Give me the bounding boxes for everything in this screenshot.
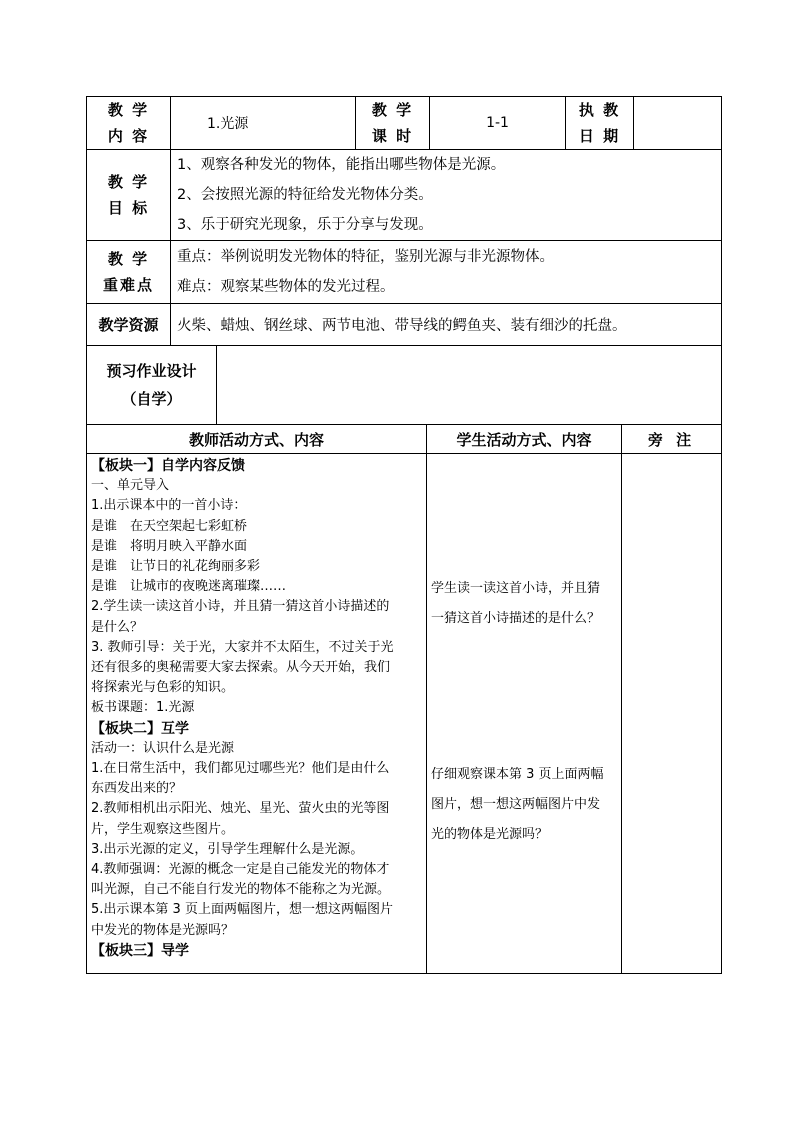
section-heading: 【板块三】导学 xyxy=(91,942,189,959)
teacher-column-header: 教师活动方式、内容 xyxy=(87,425,427,454)
teacher-line: 3. 教师引导：关于光，大家并不太陌生，不过关于光 xyxy=(91,639,394,655)
teacher-line: 是谁 将明月映入平静水面 xyxy=(91,538,248,554)
preview-table xyxy=(86,345,722,425)
teacher-line: 2.学生读一读这首小诗，并且猜一猜这首小诗描述的 xyxy=(91,599,390,615)
resources-value: 火柴、蜡烛、钢丝球、两节电池、带导线的鳄鱼夹、装有细沙的托盘。 xyxy=(171,304,722,346)
goal-item: 1、观察各种发光的物体，能指出哪些物体是光源。 xyxy=(177,157,506,173)
teacher-line: 1.在日常生活中，我们都见过哪些光？他们是由什么 xyxy=(91,761,390,777)
resources-label: 教学资源 xyxy=(87,304,171,346)
date-value xyxy=(634,97,722,150)
difficulty-point: 难点：观察某些物体的发光过程。 xyxy=(177,279,395,295)
activity-table xyxy=(86,424,722,974)
key-points-row xyxy=(87,241,722,304)
lesson-plan xyxy=(86,96,721,974)
resources-row xyxy=(87,304,722,346)
period-label: 教 学 课 时 xyxy=(356,97,430,150)
focus-point: 重点：举例说明发光物体的特征，鉴别光源与非光源物体。 xyxy=(177,249,554,265)
teacher-line: 4.教师强调：光源的概念一定是自己能发光的物体才 xyxy=(91,862,390,878)
teacher-line: 一、单元导入 xyxy=(91,478,170,494)
student-column-header: 学生活动方式、内容 xyxy=(427,425,622,454)
teacher-line: 2.教师相机出示阳光、烛光、星光、萤火虫的光等图 xyxy=(91,801,390,817)
teacher-lines xyxy=(91,456,422,961)
student-line: 一猜这首小诗描述的是什么？ xyxy=(431,611,601,626)
teacher-activities xyxy=(87,454,427,974)
teacher-line: 5.出示课本第 3 页上面两幅图片，想一想这两幅图片 xyxy=(91,902,393,918)
student-activity-2 xyxy=(431,760,617,850)
activity-header-row xyxy=(87,425,722,454)
student-line: 图片，想一想这两幅图片中发 xyxy=(431,797,601,812)
teacher-line: 中发光的物体是光源吗？ xyxy=(91,922,235,938)
teacher-line: 1.出示课本中的一首小诗： xyxy=(91,498,247,514)
goal-item: 3、乐于研究光现象，乐于分享与发现。 xyxy=(177,217,433,233)
lesson-info-table xyxy=(86,96,722,346)
goals-row xyxy=(87,150,722,241)
preview-label: 预习作业设计 （自学） xyxy=(87,346,217,425)
student-line: 光的物体是光源吗？ xyxy=(431,827,549,842)
notes-cell xyxy=(622,454,722,974)
teacher-line: 是谁 让节日的礼花绚丽多彩 xyxy=(91,559,261,575)
section-heading: 【板块二】互学 xyxy=(91,720,189,737)
teacher-line: 是谁 在天空架起七彩虹桥 xyxy=(91,518,248,534)
student-activities xyxy=(427,454,622,974)
goals-label: 教 学 目 标 xyxy=(87,150,171,241)
spacer xyxy=(431,454,617,574)
period-value: 1-1 xyxy=(430,97,566,150)
activity-content-row xyxy=(87,454,722,974)
preview-row xyxy=(87,346,722,425)
teacher-line: 东西发出来的？ xyxy=(91,781,183,797)
teacher-line: 将探索光与色彩的知识。 xyxy=(91,680,235,696)
section-heading: 【板块一】自学内容反馈 xyxy=(91,458,245,474)
student-line: 学生读一读这首小诗，并且猜 xyxy=(431,581,601,596)
preview-value xyxy=(217,346,722,425)
goals-list xyxy=(171,150,722,241)
content-label: 教 学 内 容 xyxy=(87,97,171,150)
teacher-line: 叫光源，自己不能自行发光的物体不能称之为光源。 xyxy=(91,882,391,898)
date-label: 执 教 日 期 xyxy=(566,97,634,150)
header-row xyxy=(87,97,722,150)
teacher-line: 是谁 让城市的夜晚迷离璀璨…… xyxy=(91,579,287,595)
teacher-line: 活动一：认识什么是光源 xyxy=(91,740,235,756)
student-line: 仔细观察课本第 3 页上面两幅 xyxy=(431,767,604,782)
key-points-label: 教 学 重难点 xyxy=(87,241,171,304)
content-value: 1.光源 xyxy=(171,97,356,150)
teacher-line: 3.出示光源的定义，引导学生理解什么是光源。 xyxy=(91,841,364,857)
teacher-line: 片，学生观察这些图片。 xyxy=(91,821,235,837)
key-points-list xyxy=(171,241,722,304)
spacer xyxy=(431,634,617,760)
teacher-line: 还有很多的奥秘需要大家去探索。从今天开始，我们 xyxy=(91,660,391,676)
teacher-line: 板书课题：1.光源 xyxy=(91,700,195,716)
notes-column-header: 旁 注 xyxy=(622,425,722,454)
goal-item: 2、会按照光源的特征给发光物体分类。 xyxy=(177,187,433,203)
teacher-line: 是什么？ xyxy=(91,619,144,635)
student-activity-1 xyxy=(431,574,617,634)
